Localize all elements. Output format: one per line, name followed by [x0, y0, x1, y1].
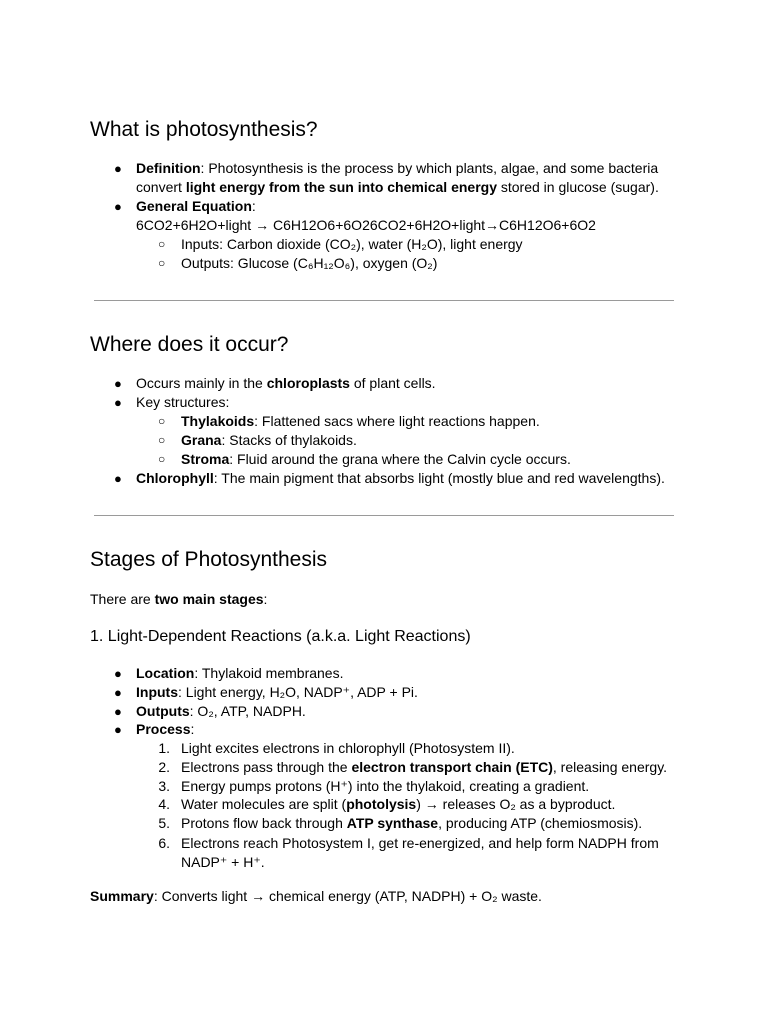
process-step-5: [181, 814, 642, 833]
stages-intro: [90, 590, 267, 609]
occurs-text: of plant cells.: [349, 375, 436, 391]
intro-emphasis: two main stages: [154, 591, 264, 607]
thylakoids-label: Thylakoids: [181, 413, 255, 429]
subsection-title-light-reactions: 1. Light-Dependent Reactions (a.k.a. Light Reactions): [90, 628, 471, 645]
chlorophyll-item: [136, 469, 665, 488]
bullet-disc: ●: [114, 471, 122, 486]
outputs-item: Outputs: Glucose (C₆H₁₂O₆), oxygen (O₂): [181, 255, 438, 271]
stroma-label: Stroma: [181, 451, 230, 467]
step-text: Electrons pass through the: [181, 759, 352, 775]
step-emphasis: photolysis: [346, 796, 417, 812]
summary-line: [90, 887, 542, 906]
bullet-disc: ●: [114, 199, 122, 214]
definition-line-1: [136, 159, 658, 178]
bullet-disc: ●: [114, 666, 122, 681]
bullet-disc: ●: [114, 395, 122, 410]
step-emphasis: ATP synthase: [346, 815, 439, 831]
step-text: , producing ATP (chemiosmosis).: [438, 815, 643, 831]
process-step-2: [181, 758, 667, 777]
section-title-photosynthesis: What is photosynthesis?: [90, 118, 318, 141]
outputs-text: : O₂, ATP, NADPH.: [189, 703, 306, 719]
grana-label: Grana: [181, 432, 222, 448]
process-label: Process: [136, 721, 191, 737]
occurs-emphasis: chloroplasts: [266, 375, 350, 391]
stroma-item: [181, 450, 571, 469]
process-step-1: Light excites electrons in chlorophyll (Photosystem II).: [181, 740, 515, 756]
step-text: , releasing energy.: [552, 759, 668, 775]
summary-label: Summary: [90, 888, 154, 904]
occurs-item: [136, 374, 436, 393]
inputs-item: [136, 683, 418, 702]
step-emphasis: electron transport chain (ETC): [351, 759, 553, 775]
process-step-3: Energy pumps protons (H⁺) into the thylakoid, creating a gradient.: [181, 778, 590, 794]
outputs-item: [136, 702, 306, 721]
step-number: 2.: [158, 759, 170, 775]
key-structures-item: Key structures:: [136, 394, 230, 410]
stroma-text: : Fluid around the grana where the Calvin cycle occurs.: [229, 451, 571, 467]
bullet-disc: ●: [114, 704, 122, 719]
equation-label: General Equation: [136, 198, 252, 214]
process-step-6: Electrons reach Photosystem I, get re-energized, and help form NADPH from: [181, 835, 659, 851]
step-number: 6.: [158, 835, 170, 851]
step-text: ) → releases O₂ as a byproduct.: [416, 796, 616, 812]
intro-text: There are: [90, 591, 155, 607]
process-colon: :: [190, 721, 195, 737]
bullet-disc: ●: [114, 376, 122, 391]
inputs-text: : Light energy, H₂O, NADP⁺, ADP + Pi.: [178, 684, 418, 700]
grana-text: : Stacks of thylakoids.: [221, 432, 357, 448]
grana-item: [181, 431, 357, 450]
step-number: 5.: [158, 815, 170, 831]
bullet-circle: ○: [158, 452, 166, 466]
section-title-stages: Stages of Photosynthesis: [90, 548, 327, 571]
inputs-label: Inputs: [136, 684, 178, 700]
section-title-where: Where does it occur?: [90, 333, 289, 356]
definition-label: Definition: [136, 160, 201, 176]
step-number: 4.: [158, 796, 170, 812]
step-text: Protons flow back through: [181, 815, 347, 831]
summary-text: : Converts light → chemical energy (ATP, NADPH) + O₂ waste.: [153, 888, 542, 904]
thylakoids-text: : Flattened sacs where light reactions happen.: [254, 413, 540, 429]
intro-text: :: [263, 591, 268, 607]
definition-emphasis: light energy from the sun into chemical energy: [185, 179, 497, 195]
bullet-circle: ○: [158, 414, 166, 428]
process-step-4: [181, 795, 615, 814]
bullet-circle: ○: [158, 433, 166, 447]
definition-text: convert: [136, 179, 186, 195]
location-item: [136, 664, 343, 683]
chlorophyll-label: Chlorophyll: [136, 470, 214, 486]
definition-line-2: [136, 178, 659, 197]
equation-colon: :: [251, 198, 256, 214]
outputs-label: Outputs: [136, 703, 190, 719]
thylakoids-item: [181, 412, 540, 431]
chlorophyll-text: : The main pigment that absorbs light (mostly blue and red wavelengths).: [213, 470, 665, 486]
equation-label-line: [136, 197, 256, 216]
location-text: : Thylakoid membranes.: [194, 665, 344, 681]
process-item: [136, 720, 194, 739]
occurs-text: Occurs mainly in the: [136, 375, 267, 391]
step-number: 3.: [158, 778, 170, 794]
bullet-disc: ●: [114, 722, 122, 737]
divider: [94, 515, 674, 516]
definition-text: stored in glucose (sugar).: [496, 179, 659, 195]
divider: [94, 300, 674, 301]
bullet-circle: ○: [158, 237, 166, 251]
location-label: Location: [136, 665, 195, 681]
inputs-item: Inputs: Carbon dioxide (CO₂), water (H₂O), light energy: [181, 236, 523, 252]
step-number: 1.: [158, 740, 170, 756]
step-text: Water molecules are split (: [181, 796, 347, 812]
definition-text: : Photosynthesis is the process by which plants, algae, and some bacteria: [200, 160, 659, 176]
bullet-circle: ○: [158, 256, 166, 270]
bullet-disc: ●: [114, 685, 122, 700]
bullet-disc: ●: [114, 161, 122, 176]
process-step-6-cont: NADP⁺ + H⁺.: [181, 854, 265, 870]
general-equation: 6CO2+6H2O+light → C6H12O6+6O26CO2+6H2O+light→C6H12O6+6O2: [136, 217, 596, 233]
